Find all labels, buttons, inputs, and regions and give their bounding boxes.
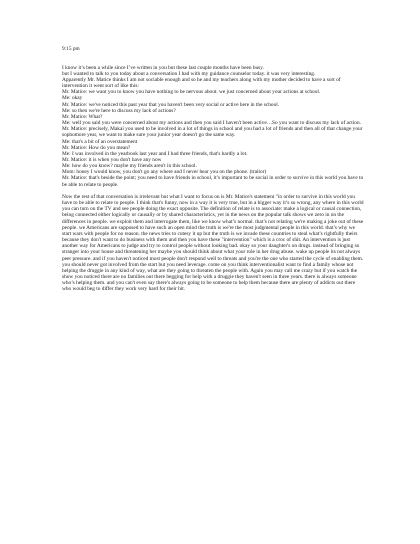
dialogue-section [62,65,364,188]
entry-time: 9:15 pm [62,46,80,52]
dialogue-line: Mr. Matice: we've noticed this past year that you haven't been very social or active here in the school. [62,101,280,108]
dialogue-line: Mr. Matice: How do you mean? [62,144,131,151]
dialogue-line: but I wanted to talk to you today about a conversation I had with my guidance counselor today. it was very interesting. [62,70,316,77]
dialogue-line: Me: well you said you were concerned about my actions and then you said I haven't been active…So you want to discuss my lack of action. [62,120,361,127]
dialogue-line: Mr. Matice: that's beside the point; you need to have friends in school, it’s important to be social in order to survive in this world you have to be able to relate to people. [62,175,364,188]
dialogue-line: Me: okay [62,95,83,102]
dialogue-line: Mr. Matice: precisely, Makai you used to be involved in a lot of things in school and you had a lot of friends and then all of that change your sophomore year, we want to make sure your junior year doesn't go the same way. [62,126,363,139]
dialogue-line: Me: how do you know? maybe my friends aren't in this school. [62,163,197,170]
dialogue-line: I know it’s been a while since I’ve written in you but these last couple months have been busy. [62,64,264,71]
dialogue-line: Mr. Matice: we want you to know you have nothing to be nervous about. we just concerned about your actions at school. [62,89,321,96]
journal-entry [62,46,364,292]
dialogue-line: Me: I was involved in the yearbook last year and I had three friends, that's hardly a lot. [62,150,248,157]
dialogue-line: Apparently Mr. Matice thinks I am not sociable enough and so he and my teachers along with my mother decided to have a sort of intervention it went sort of like this: [62,76,341,90]
dialogue-line: Mom: honey I would know, you don't go any where and I never hear you on the phone. (traitor) [62,169,267,176]
essay-paragraph: Now the rest of that conversation is irrelevant but what I want to focus on is Mr. Matice's statement "in order to survive in this world you have to be able to relate to people. I think that's funny, now in a way it is very true, but in a bigger way it’s so wrong, any where in this world you can turn on the TV and see people doing the exact opposite. The definition of relate is to associate: make a logical or causal connection, being connected either logically or causally or by shared characteristics, yet in the news on the popular talk shows we zero in on the differences in people. we exploit them and interrogate them, like we know what’s normal. that’s not relating we're making a joke out of these people. we Americans are supposed to have such an open mind the truth is we're the most judgmental people in this world. that’s why we start wars with people for no reason. the news tries to cutesy it up but the truth is we invade these countries to steal what’s rightfully theirs because they don't want to do business with them and then you have these "intervention" which is a croc of shit. An intervention is just another way for Americans to judge and try to control people without looking bad. okay so your daughter's on drugs. instead of bringing so stranger into your house and threatening her maybe you should think about what your role in her drug abuse. wake up people its not always peer pressure. and if you haven't noticed most people don't respond well to threats and you're the one who started the cycle of enabling them. you should never got involved from the start but you need leverage. come on you think interventionalist want to find a family whose not helping the druggie in any kind of way, what are they going to threaten the people with. Again you may call me crazy but if you watch the show you noticed there are no families out there begging for help with a druggie they haven't seen in three years. there is always someone who’s helping them. and you can't even say there's always going to be someone to help them because there are plenty of addicts out there who would beg to differ they work very hard for their hit. [62,193,364,293]
dialogue-line: Mr. Matice: What? [62,113,103,120]
dialogue-line: Me: so then we're here to discuss my lack of actions? [62,107,176,114]
dialogue-line: Mr. Matice: it is when you don't have any now [62,157,162,163]
dialogue-line: Me: that's a bit of an overstatement [62,138,138,145]
